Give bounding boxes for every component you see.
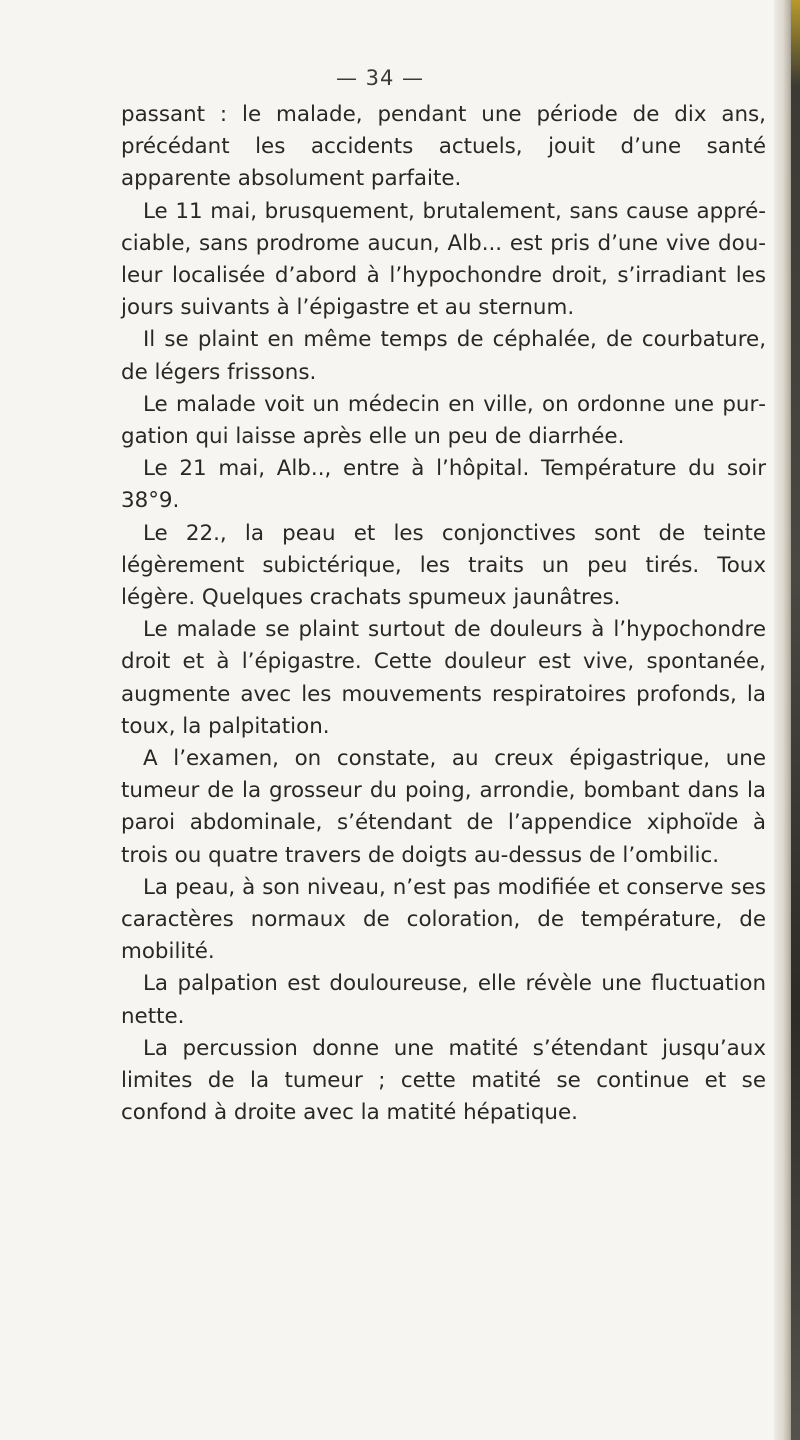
paragraph: Le 11 mai, brusquement, brutalement, sans cause appréciable, sans prodrome aucun, Alb... est pris d’une vive douleur localisée d’abord à l’hypochondre droit, s’irradiant les jours suivants à l’épigastre et au sternum. (121, 198, 766, 321)
paragraph: Le 21 mai, Alb.., entre à l’hôpital. Température du soir 38°9. (121, 456, 766, 514)
scanner-border-strip (791, 0, 800, 1440)
text-body (121, 99, 766, 1130)
paragraph: La palpation est douloureuse, elle révèle une fluctuation nette. (121, 971, 766, 1029)
page-number: — 34 — (335, 66, 425, 90)
paragraph: Le malade se plaint surtout de douleurs à l’hypochondre droit et à l’épigastre. Cette douleur est vive, spontanée, augmente avec les mouvements respiratoires profonds, la toux, la palpitation. (121, 617, 766, 739)
paragraph: Le 22., la peau et les conjonctives sont de teinte légèrement subictérique, les traits un peu tirés. Toux légère. Quelques crachats spumeux jaunâtres. (121, 520, 766, 611)
paragraph: La peau, à son niveau, n’est pas modifiée et conserve ses caractères normaux de coloration, de température, de mobilité. (121, 874, 766, 965)
paragraph: passant : le malade, pendant une période de dix ans, précédant les accidents actuels, jouit d’une santé apparente absolument parfaite. (121, 102, 766, 192)
paragraph: La percussion donne une matité s’étendant jusqu’aux limites de la tumeur ; cette matité se continue et se confond à droite avec la matité hépatique. (121, 1035, 766, 1126)
paragraph: A l’examen, on constate, au creux épigastrique, une tumeur de la grosseur du poing, arrondie, bombant dans la paroi abdominale, s’étendant de l’appendice xiphoïde à trois ou quatre travers de doigts au-dessus de l’ombilic. (121, 746, 766, 868)
paragraph: Il se plaint en même temps de céphalée, de courbature, de légers frissons. (121, 327, 766, 385)
paragraph: Le malade voit un médecin en ville, on ordonne une purgation qui laisse après elle un peu de diarrhée. (121, 391, 766, 450)
